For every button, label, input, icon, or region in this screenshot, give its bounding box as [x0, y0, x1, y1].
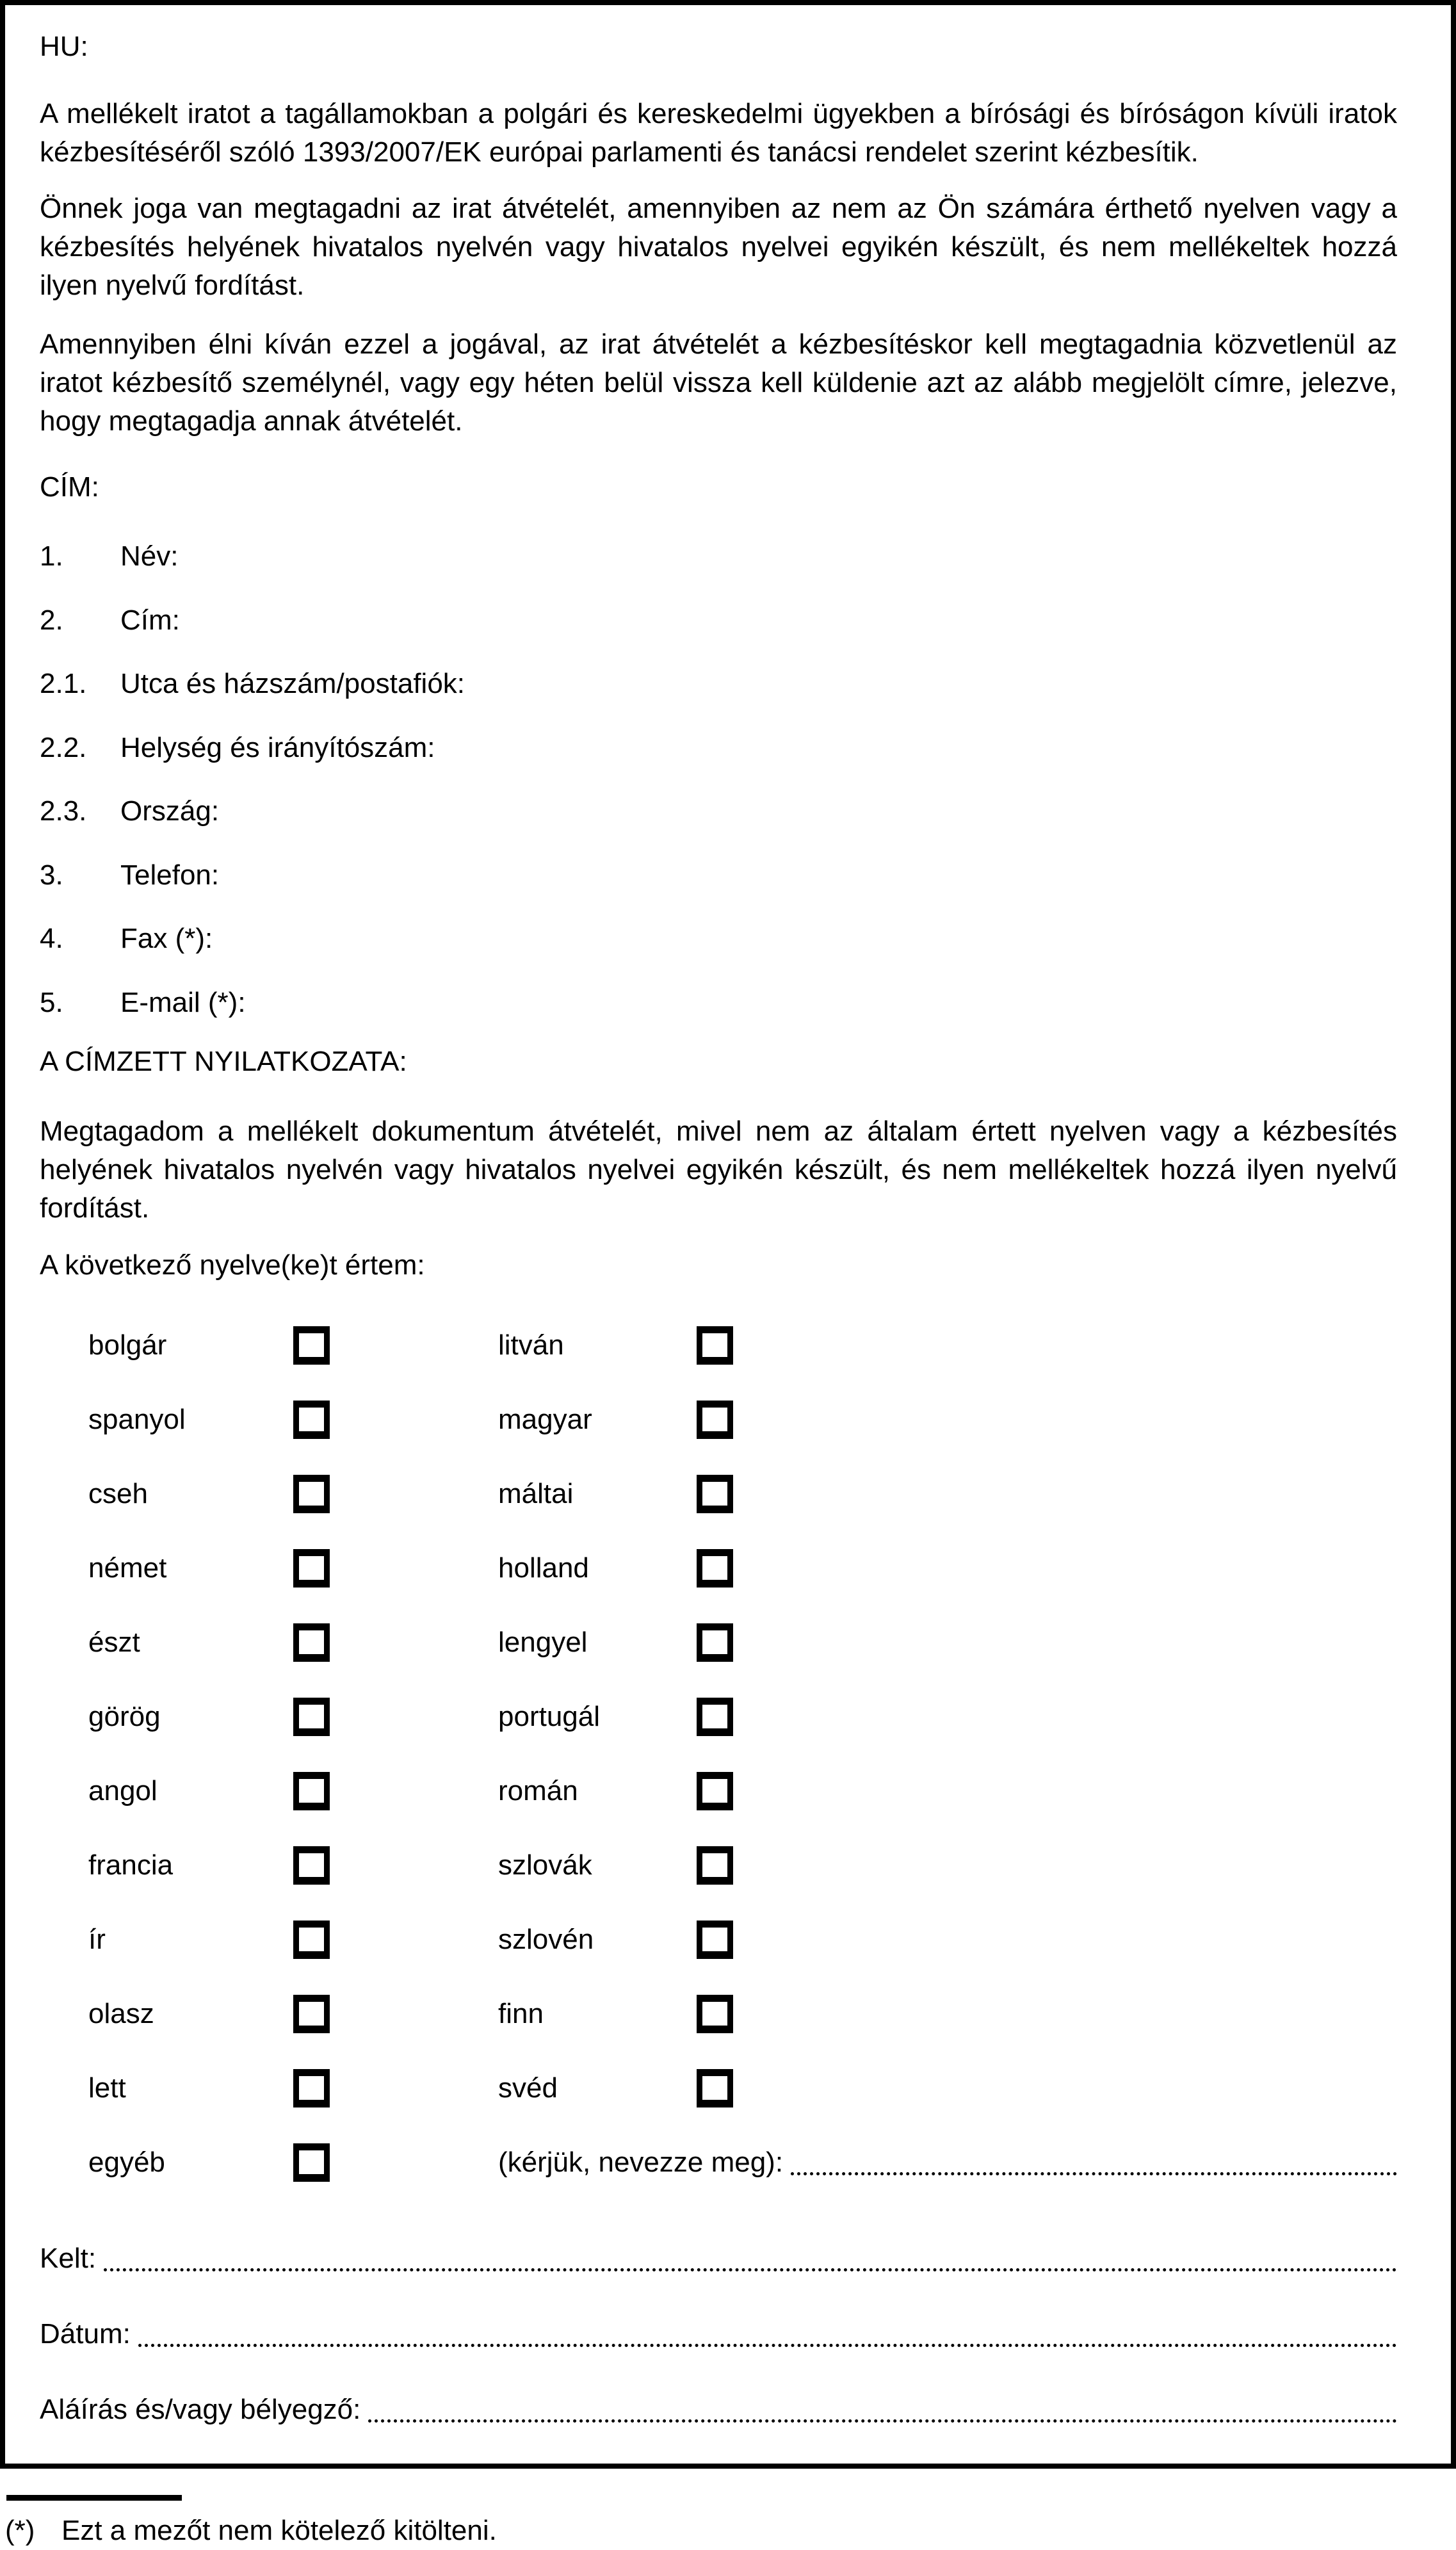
checkbox-roman[interactable] — [697, 1772, 733, 1810]
field-number: 2. — [40, 605, 63, 636]
language-label-sved: svéd — [498, 2072, 558, 2104]
declaration-heading: A CÍMZETT NYILATKOZATA: — [40, 1046, 407, 1077]
language-row — [5, 1754, 1451, 1828]
address-field-fax — [40, 920, 1397, 957]
other-language-fill-line[interactable] — [791, 2172, 1397, 2175]
checkbox-nemet[interactable] — [293, 1549, 330, 1588]
field-label: Név: — [120, 540, 179, 572]
checkbox-magyar[interactable] — [697, 1401, 733, 1439]
done-at-line — [40, 2240, 1397, 2277]
language-label-maltai: máltai — [498, 1478, 574, 1509]
languages-intro: A következő nyelve(ke)t értem: — [40, 1249, 425, 1281]
checkbox-finn[interactable] — [697, 1995, 733, 2033]
language-row — [5, 1531, 1451, 1605]
checkbox-gorog[interactable] — [293, 1698, 330, 1736]
done-at-fill-line[interactable] — [104, 2268, 1397, 2271]
checkbox-cseh[interactable] — [293, 1475, 330, 1513]
language-label-francia: francia — [88, 1849, 174, 1881]
other-language-specify — [498, 2144, 1397, 2181]
language-label-angol: angol — [88, 1775, 158, 1807]
checkbox-egyeb[interactable] — [293, 2143, 330, 2182]
checkbox-ir[interactable] — [293, 1921, 330, 1959]
checkbox-sved[interactable] — [697, 2069, 733, 2107]
specify-label: (kérjük, nevezze meg): — [498, 2147, 784, 2178]
declaration-paragraph: Megtagadom a mellékelt dokumentum átvételét, mivel nem az általam értett nyelven vagy a kézbesítés helyének hivatalos nyelvén vagy hivatalos nyelvei egyikén készült, és nem mellékeltek hozzá ilyen nyelvű fordítást. — [40, 1116, 1397, 1224]
field-number: 3. — [40, 859, 63, 891]
address-field-country — [40, 793, 1397, 830]
paragraph-how-to-refuse: Amennyiben élni kíván ezzel a jogával, az irat átvételét a kézbesítéskor kell megtagadnia közvetlenül az iratot kézbesítő személynél, vagy egy héten belül vissza kell küldenie azt az alább megjelölt címre, jelezve, hogy megtagadja annak átvételét. — [40, 329, 1397, 437]
language-label-egyeb: egyéb — [88, 2147, 165, 2178]
address-field-email — [40, 984, 1397, 1021]
paragraph-right-to-refuse: Önnek joga van megtagadni az irat átvételét, amennyiben az nem az Ön számára érthető nyelven vagy a kézbesítés helyének hivatalos nyelvén vagy hivatalos nyelvei egyikén készült, és nem mellékeltek hozzá ilyen nyelvű fordítást. — [40, 193, 1397, 301]
field-label: Fax (*): — [120, 923, 213, 954]
language-label-bolgar: bolgár — [88, 1329, 167, 1361]
date-line — [40, 2316, 1397, 2353]
checkbox-francia[interactable] — [293, 1846, 330, 1885]
field-label: Telefon: — [120, 859, 220, 891]
language-label-litvan: litván — [498, 1329, 564, 1361]
address-field-city-postcode — [40, 729, 1397, 767]
footnote — [5, 2513, 1402, 2549]
checkbox-eszt[interactable] — [293, 1623, 330, 1662]
checkbox-lengyel[interactable] — [697, 1623, 733, 1662]
address-field-street — [40, 665, 1397, 702]
paragraph-regulation: A mellékelt iratot a tagállamokban a polgári és kereskedelmi ügyekben a bírósági és bíróságon kívüli iratok kézbesítéséről szóló 1393/2007/EK európai parlamenti és tanácsi rendelet szerint kézbesítik. — [40, 98, 1397, 168]
language-label-eszt: észt — [88, 1627, 140, 1658]
checkbox-portugal[interactable] — [697, 1698, 733, 1736]
language-label-gorog: görög — [88, 1701, 161, 1732]
language-label-nemet: német — [88, 1552, 167, 1584]
language-row — [5, 1680, 1451, 1754]
checkbox-maltai[interactable] — [697, 1475, 733, 1513]
field-number: 4. — [40, 923, 63, 954]
date-label: Dátum: — [40, 2318, 131, 2350]
language-label-portugal: portugál — [498, 1701, 601, 1732]
language-row — [5, 1903, 1451, 1977]
checkbox-lett[interactable] — [293, 2069, 330, 2107]
field-number: 5. — [40, 987, 63, 1018]
checkbox-bolgar[interactable] — [293, 1326, 330, 1365]
language-row — [5, 1383, 1451, 1457]
language-label-lett: lett — [88, 2072, 126, 2104]
language-code-heading: HU: — [40, 31, 88, 62]
field-label: Ország: — [120, 795, 220, 827]
field-label: Cím: — [120, 605, 180, 636]
language-label-szlovak: szlovák — [498, 1849, 592, 1881]
footnote-marker: (*) — [5, 2515, 35, 2546]
signature-label: Aláírás és/vagy bélyegző: — [40, 2394, 361, 2425]
language-label-finn: finn — [498, 1998, 544, 2029]
language-label-lengyel: lengyel — [498, 1627, 588, 1658]
language-label-ir: ír — [88, 1924, 106, 1955]
footnote-text: Ezt a mezőt nem kötelező kitölteni. — [61, 2515, 497, 2546]
language-label-magyar: magyar — [498, 1404, 592, 1435]
language-label-cseh: cseh — [88, 1478, 148, 1509]
language-row — [5, 1977, 1451, 2051]
field-label: E-mail (*): — [120, 987, 246, 1018]
signature-fill-line[interactable] — [368, 2419, 1397, 2423]
language-label-szloven: szlovén — [498, 1924, 594, 1955]
address-heading: CÍM: — [40, 471, 99, 503]
signature-line — [40, 2391, 1397, 2428]
field-number: 2.1. — [40, 668, 87, 699]
language-row — [5, 1308, 1451, 1383]
language-row-other — [5, 2125, 1451, 2200]
language-label-spanyol: spanyol — [88, 1404, 186, 1435]
language-label-holland: holland — [498, 1552, 589, 1584]
checkbox-spanyol[interactable] — [293, 1401, 330, 1439]
date-fill-line[interactable] — [138, 2344, 1397, 2347]
address-field-phone — [40, 857, 1397, 894]
field-label: Helység és irányítószám: — [120, 732, 435, 763]
address-field-address — [40, 602, 1397, 639]
language-row — [5, 1605, 1451, 1680]
footnote-separator-rule — [6, 2495, 182, 2501]
field-number: 2.3. — [40, 795, 87, 827]
field-label: Utca és házszám/postafiók: — [120, 668, 465, 699]
field-number: 1. — [40, 540, 63, 572]
language-label-roman: román — [498, 1775, 578, 1807]
language-label-olasz: olasz — [88, 1998, 154, 2029]
checkbox-holland[interactable] — [697, 1549, 733, 1588]
language-row — [5, 2051, 1451, 2125]
address-field-name — [40, 538, 1397, 575]
checkbox-litvan[interactable] — [697, 1326, 733, 1365]
done-at-label: Kelt: — [40, 2243, 97, 2274]
language-row — [5, 1828, 1451, 1903]
checkbox-olasz[interactable] — [293, 1995, 330, 2033]
checkbox-szlovak[interactable] — [697, 1846, 733, 1885]
language-row — [5, 1457, 1451, 1531]
checkbox-angol[interactable] — [293, 1772, 330, 1810]
checkbox-szloven[interactable] — [697, 1921, 733, 1959]
field-number: 2.2. — [40, 732, 87, 763]
language-checkbox-grid — [5, 1308, 1451, 2200]
